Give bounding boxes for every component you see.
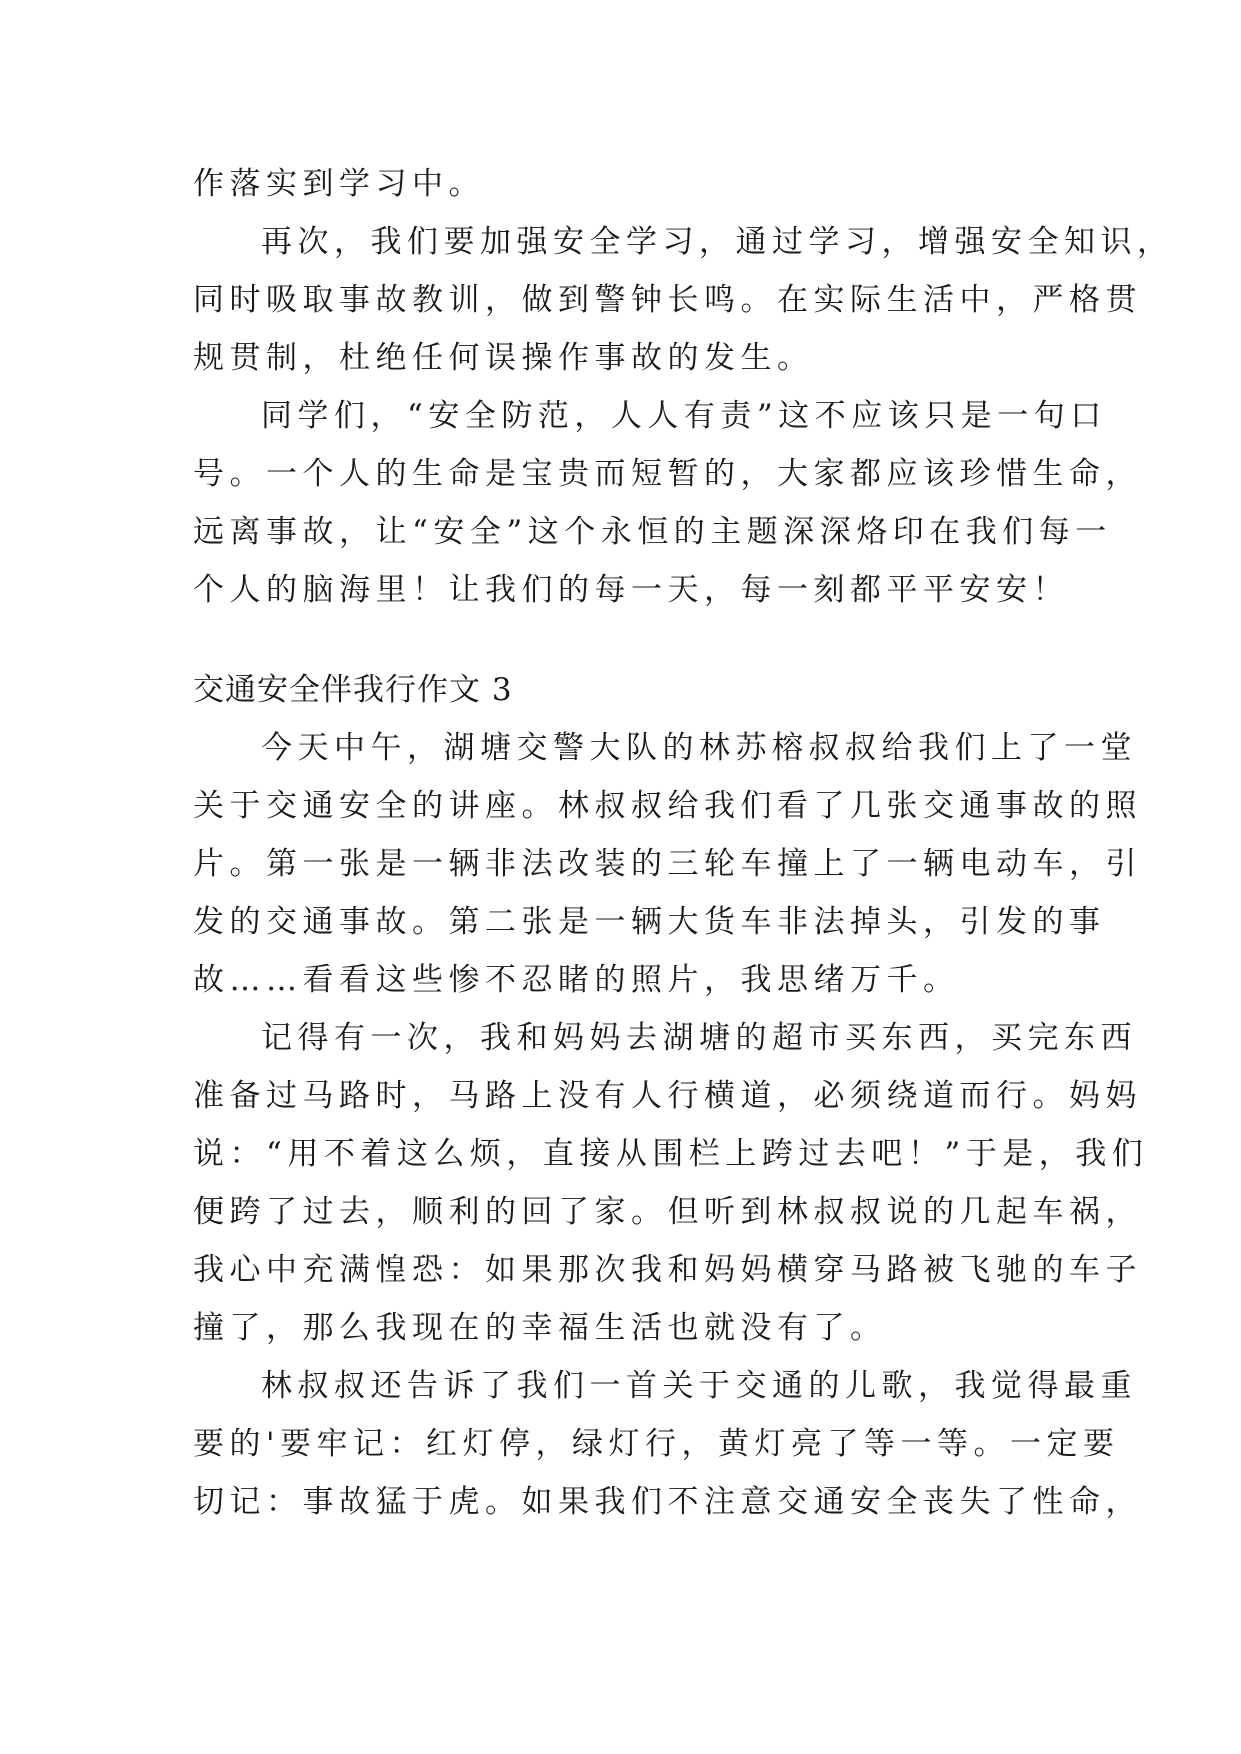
text-line: 规贯制，杜绝任何误操作事故的发生。: [193, 340, 814, 376]
text-line: 撞了，那么我现在的幸福生活也就没有了。: [193, 1310, 887, 1346]
paragraph: [193, 387, 1142, 619]
text-line: 关于交通安全的讲座。林叔叔给我们看了几张交通事故的照: [193, 788, 1142, 824]
text-line: 说：“用不着这么烦，直接从围栏上跨过去吧！”于是，我们: [193, 1136, 1149, 1172]
text-line: 同学们，“安全防范，人人有责”这不应该只是一句口: [261, 398, 1107, 434]
document-body: [193, 155, 1174, 1531]
paragraph: [193, 1357, 1142, 1531]
text-line: 记得有一次，我和妈妈去湖塘的超市买东西，买完东西: [261, 1020, 1137, 1056]
paragraph: [193, 1009, 1149, 1357]
text-line: 号。一个人的生命是宝贵而短暂的，大家都应该珍惜生命，: [193, 456, 1142, 492]
paragraph: [193, 213, 1174, 387]
paragraph: [193, 155, 1073, 213]
text-line: 便跨了过去，顺利的回了家。但听到林叔叔说的几起车祸，: [193, 1194, 1142, 1230]
text-line: 同时吸取事故教训，做到警钟长鸣。在实际生活中，严格贯: [193, 282, 1142, 318]
text-line: 作落实到学习中。: [193, 166, 485, 202]
text-line: 要的'要牢记：红灯停，绿灯行，黄灯亮了等一等。一定要: [193, 1426, 1120, 1462]
text-line: 准备过马路时，马路上没有人行横道，必须绕道而行。妈妈: [193, 1078, 1142, 1114]
text-line: 片。第一张是一辆非法改装的三轮车撞上了一辆电动车，引: [193, 846, 1142, 882]
paragraph: [193, 719, 1142, 1009]
text-line: 林叔叔还告诉了我们一首关于交通的儿歌，我觉得最重: [261, 1368, 1137, 1404]
text-line: 今天中午，湖塘交警大队的林苏榕叔叔给我们上了一堂: [261, 730, 1137, 766]
text-line: 切记：事故猛于虎。如果我们不注意交通安全丧失了性命，: [193, 1484, 1142, 1520]
text-line: 远离事故，让“安全”这个永恒的主题深深烙印在我们每一: [193, 514, 1112, 550]
section-spacer: [193, 619, 1073, 661]
text-line: 故……看看这些惨不忍睹的照片，我思绪万千。: [193, 962, 960, 998]
section-title: 交通安全伴我行作文 3: [193, 672, 513, 708]
text-line: 再次，我们要加强安全学习，通过学习，增强安全知识，: [261, 224, 1174, 260]
text-line: 个人的脑海里！让我们的每一天，每一刻都平平安安！: [193, 572, 1069, 608]
text-line: 发的交通事故。第二张是一辆大货车非法掉头，引发的事: [193, 904, 1106, 940]
text-line: 我心中充满惶恐：如果那次我和妈妈横穿马路被飞驰的车子: [193, 1252, 1142, 1288]
